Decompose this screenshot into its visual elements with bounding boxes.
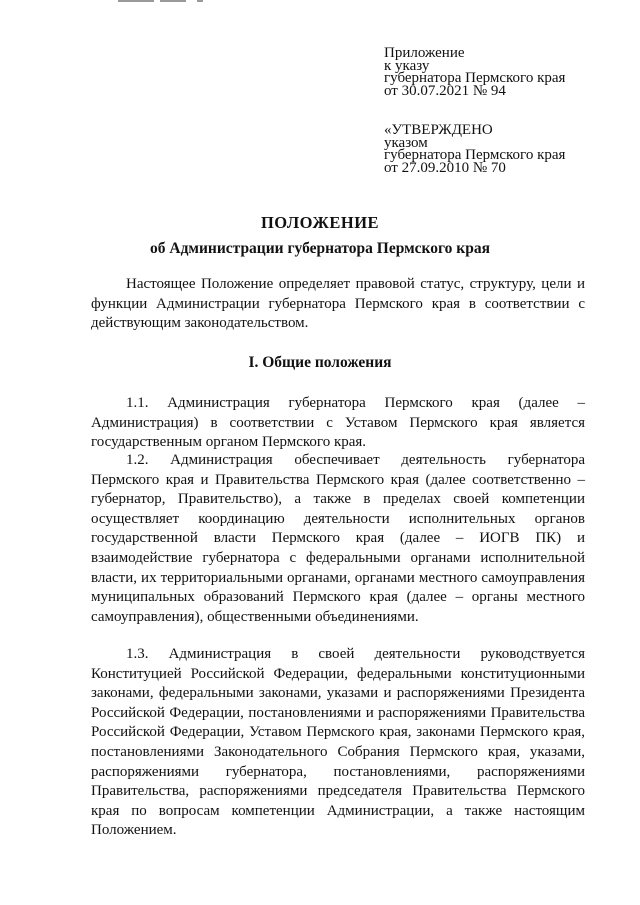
scan-edge-mark: [118, 0, 154, 2]
appendix-line: Приложение: [384, 45, 465, 61]
document-title: ПОЛОЖЕНИЕ: [260, 213, 380, 232]
scan-edge-mark: [160, 0, 186, 2]
appendix-line: от 30.07.2021 № 94: [384, 82, 506, 99]
scan-edge-mark: [197, 0, 203, 2]
approval-line: указом: [384, 134, 428, 151]
appendix-line: губернатора Пермского края: [384, 70, 566, 87]
appendix-reference-block: [384, 47, 614, 97]
intro-paragraph: Настоящее Положение определяет правовой статус, структуру, цели и функции Администрации губернатора Пермского края в соответствии с действующим законодательством.: [91, 276, 585, 332]
approval-stamp-block: [384, 124, 614, 174]
clause-paragraph: 1.3. Администрация в своей деятельности руководствуется Конституцией Российской Федерации, федеральными конституционными законами, федеральными законами, указами и распоряжениями Президента Российской Федерации, постановлениями и распоряжениями Правительства Российской Федерации, Уставом Пермского края, законами Пермского края, постановлениями Законодательного Собрания Пермского края, указами, распоряжениями губернатора, постановлениями, распоряжениями Правительства, распоряжениями председателя Правительства Пермского края по вопросам компетенции Администрации, а также настоящим Положением.: [91, 646, 585, 839]
appendix-line: к указу: [384, 57, 430, 74]
section-heading: I. Общие положения: [248, 354, 392, 371]
approval-line: губернатора Пермского края: [384, 147, 566, 164]
clause-paragraph: 1.1. Администрация губернатора Пермского края (далее – Администрация) в соответствии с Уставом Пермского края является государственным органом Пермского края.: [91, 395, 585, 451]
approval-line: «УТВЕРЖДЕНО: [384, 122, 493, 138]
document-subtitle: об Администрации губернатора Пермского края: [150, 240, 490, 257]
approval-line: от 27.09.2010 № 70: [384, 159, 506, 176]
clause-paragraph: 1.2. Администрация обеспечивает деятельность губернатора Пермского края и Правительства Пермского края (далее соответственно – губернатор, Правительство), а также в пределах своей компетенции осуществляет координацию деятельности исполнительных органов государственной власти Пермского края (далее – ИОГВ ПК) и взаимодействие губернатора с федеральными органами исполнительной власти, их территориальными органами, органами местного самоуправления муниципальных образований Пермского края (далее – органы местного самоуправления), общественными объединениями.: [91, 452, 585, 625]
